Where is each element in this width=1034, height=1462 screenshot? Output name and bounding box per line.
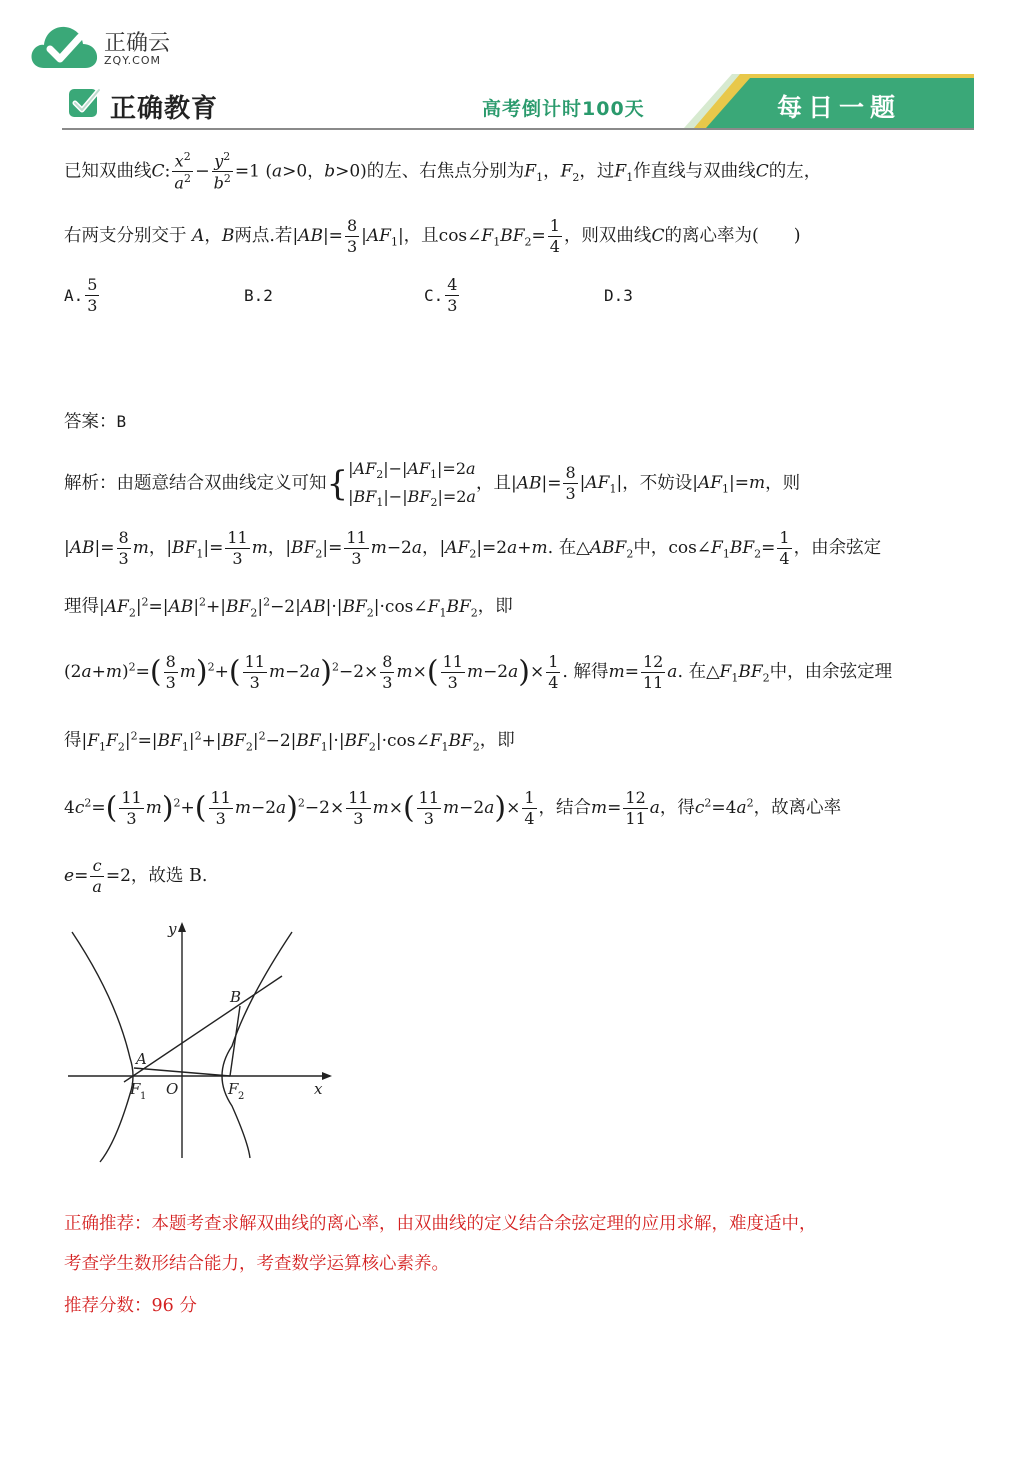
cloud-check-icon (30, 22, 100, 72)
option-c-den: 3 (447, 295, 458, 315)
analysis-line-3: 理得$|AF_2|^2=|AB|^2+|BF_2|^2-2|AB|\cdot|BF_2|\cdot\cos\angle F_1BF_2$，即 (64, 595, 513, 620)
analysis-line-4: $(2a+m)^2=$( $\frac{8}{3}$ m)$^2$+( $\frac{11}{3}$ m−2a)$^2$−2× $\frac{8}{3}$ m×( $\frac{11}{3}$ m−2a)× $\frac{1}{4}$ . 解得m= $\frac{12}{11}$ a. 在$\triangle F_1BF_2$中，由余弦定理 (64, 652, 893, 692)
q2-text-a: 右两支分别交于 (64, 226, 187, 246)
label-o: O (166, 1080, 179, 1098)
label-a: A (136, 1050, 147, 1068)
analysis-p7-tail: ，故选 B. (130, 866, 208, 886)
option-c-label: C. (424, 285, 444, 305)
option-c (424, 270, 461, 320)
answer-line (64, 414, 126, 432)
analysis-p6-mid: ，结合 (538, 798, 592, 818)
label-f2-sub: 2 (238, 1091, 245, 1102)
check-box-icon (68, 86, 102, 120)
q1-text-e: 的左， (768, 161, 822, 182)
label-y: y (168, 920, 177, 938)
answer-options (64, 270, 764, 320)
header-banner (62, 74, 974, 132)
label-f2: F (228, 1080, 239, 1098)
analysis-p4-tail: . 在 (677, 662, 707, 682)
hyperbola-right-branch (222, 932, 292, 1158)
y-axis-arrow (178, 922, 186, 932)
logo-brand-text: 正确云 (104, 31, 171, 56)
analysis-line-1: 解析：由题意结合双曲线定义可知{$|AF_2|-|AF_1|=2a$ $|BF_1|-|BF_2|=2a$，且|AB|= $\frac{8}{3}$ $|AF_1|$，不妨设$|AF_1|=m$，则 (64, 459, 801, 509)
q1-text-a: 已知双曲线 (64, 161, 152, 182)
label-f1: F (130, 1080, 141, 1098)
option-b-label: B. (244, 285, 264, 305)
analysis-line-2: |AB|= $\frac{8}{3}$ m，$|BF_1|=$ $\frac{11}{3}$ m，$|BF_2|=$ $\frac{11}{3}$ m−2a，$|AF_2|=2a+m$. 在$\triangle ABF_2$中，$\cos\angle F_1BF_2=$ $\frac{1}{4}$ ，由余弦定 (64, 528, 882, 568)
recommend-line-1: 正确推荐：本题考查求解双曲线的离心率，由双曲线的定义结合余弦定理的应用求解，难度适中， (64, 1214, 817, 1234)
option-a-label: A. (64, 285, 84, 305)
analysis-line-5: 得$|F_1F_2|^2=|BF_1|^2+|BF_2|^2-2|BF_1|\cdot|BF_2|\cdot\cos\angle F_1BF_2$，即 (64, 729, 515, 754)
question-line-2: 右两支分别交于 A，B两点.若|AB|= $\frac{8}{3}$ $|AF_1|$，且$\cos\angle F_1BF_2=$ $\frac{1}{4}$ ，则双曲线C的离心率为( ) (64, 216, 801, 256)
option-b (244, 270, 273, 320)
analysis-line-7: e= $\frac{c}{a}$ =2，故选 B. (64, 856, 208, 896)
question-line-1: 已知双曲线C: $\frac{x^2}{a^2}$ − $\frac{y^2}{b^2}$ =1 (a>0，b>0)的左、右焦点分别为$F_1$，$F_2$，过$F_1$作直线与双曲线C的左， (64, 150, 822, 193)
option-a-den: 3 (87, 295, 98, 315)
answer-value: B (116, 412, 127, 431)
label-b: B (230, 988, 242, 1006)
option-b-text: 2 (263, 285, 273, 305)
analysis-p3-tail: ，即 (477, 596, 513, 617)
recommend-line-2: 考查学生数形结合能力，考查数学运算核心素养。 (64, 1254, 449, 1274)
zqy-logo (30, 22, 230, 72)
analysis-p4-end: 中，由余弦定理 (769, 662, 893, 682)
q2-text-b: 两点.若 (234, 226, 293, 246)
answer-label: 答案： (64, 412, 117, 432)
daily-question-label: 每日一题 (777, 93, 902, 122)
q1-text-d: 作直线与双曲线 (633, 161, 756, 182)
analysis-p1-c: ，不妨设 (622, 473, 693, 494)
q1-text-b: 的左、右焦点分别为 (366, 161, 525, 182)
hyperbola-left-branch (72, 932, 133, 1162)
option-a-num: 5 (87, 274, 98, 294)
q2-text-c: ，且 (403, 226, 439, 246)
analysis-p3-head: 理得 (64, 596, 99, 617)
x-axis-arrow (322, 1072, 332, 1080)
recommend-score: 推荐分数：96 分 (64, 1296, 197, 1316)
q2-text-e: 的离心率为( ) (664, 226, 801, 246)
option-a (64, 270, 101, 320)
analysis-line-6: $4c^2=$( $\frac{11}{3}$ m)$^2$+( $\frac{11}{3}$ m−2a)$^2$−2× $\frac{11}{3}$ m×( $\frac{11}{3}$ m−2a)× $\frac{1}{4}$ ，结合m= $\frac{12}{11}$ a，得$c^2=4a^2$，故离心率 (64, 788, 842, 828)
label-f1-sub: 1 (140, 1091, 147, 1102)
analysis-p5-head: 得 (64, 730, 82, 751)
hyperbola-figure (64, 918, 344, 1163)
option-d-text: 3 (623, 285, 633, 305)
countdown-text: 高考倒计时100天 (482, 98, 645, 120)
edu-brand-title: 正确教育 (110, 94, 219, 124)
segment-b-f2 (230, 1006, 240, 1076)
analysis-prefix: 解析：由题意结合双曲线定义可知 (64, 473, 327, 494)
logo-domain-text: ZQY.COM (104, 54, 162, 67)
analysis-p2-tail: ，由余弦定 (793, 538, 882, 558)
line-f1-b (124, 976, 282, 1082)
analysis-p6-mid2: ，得 (659, 798, 695, 818)
q1-text-c: ，过 (579, 161, 615, 182)
analysis-p5-tail: ，即 (479, 730, 515, 751)
option-d-label: D. (604, 285, 624, 305)
analysis-p4-mid: . 解得 (562, 662, 609, 682)
analysis-p6-tail: ，故离心率 (753, 798, 842, 818)
header-divider (62, 128, 974, 130)
option-d (604, 270, 633, 320)
analysis-p1-b: ，且 (475, 473, 511, 494)
analysis-p1-d: ，则 (765, 473, 801, 494)
label-x: x (314, 1080, 323, 1098)
q2-text-d: ，则双曲线 (563, 226, 652, 246)
option-c-num: 4 (447, 274, 458, 294)
